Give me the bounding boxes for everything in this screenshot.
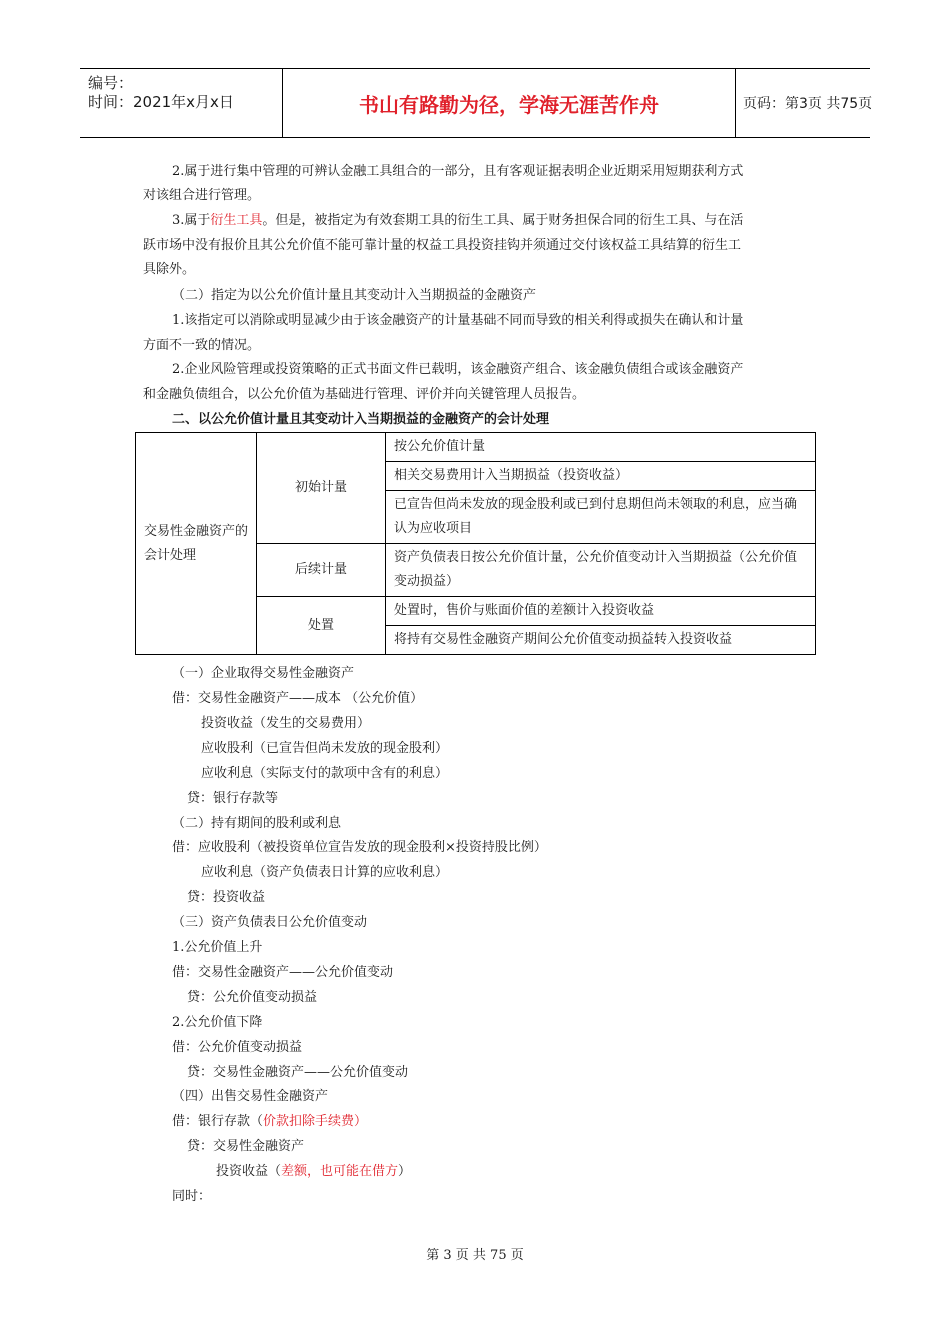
entry-2-line2: 应收利息（资产负债表日计算的应收利息） — [201, 865, 449, 880]
initial-item-3: 已宣告但尚未发放的现金股利或已到付息期但尚未领取的利息，应当确认为应收项目 — [386, 491, 816, 544]
number-label: 编号： — [88, 74, 134, 92]
e4-l3-pre: 投资收益（ — [216, 1164, 282, 1179]
entry-1-line4: 应收利息（实际支付的款项中含有的利息） — [201, 766, 449, 781]
entry-3-sub1: 1.公允价值上升 — [172, 940, 263, 955]
page-header — [80, 68, 873, 138]
page-footer: 第 3 页 共 75 页 — [426, 1248, 524, 1263]
initial-item-2: 相关交易费用计入当期损益（投资收益） — [386, 462, 816, 491]
paragraph-3-line2: 跃市场中没有报价且其公允价值不能可靠计量的权益工具投资挂钩并须通过交付该权益工具结算的衍生工 — [143, 238, 742, 253]
entry-1-line3: 应收股利（已宣告但尚未发放的现金股利） — [201, 741, 449, 756]
p3-pre: 3.属于 — [172, 213, 211, 228]
entry-4-line3 — [216, 1160, 411, 1184]
e4-l3-post: ） — [398, 1164, 412, 1179]
entry-2-line3: 贷：投资收益 — [187, 890, 266, 905]
entry-3-title: （三）资产负债表日公允价值变动 — [172, 915, 368, 930]
subsequent-item: 资产负债表日按公允价值计量，公允价值变动计入当期损益（公允价值变动损益） — [386, 544, 816, 597]
derivative-link[interactable]: 衍生工具 — [210, 213, 263, 228]
paragraph-3-line3: 具除外。 — [143, 262, 196, 277]
paragraph-2-line2: 对该组合进行管理。 — [143, 188, 261, 203]
header-left — [80, 69, 282, 137]
accounting-table — [135, 432, 816, 655]
paragraph-2-line1: 2.属于进行集中管理的可辨认金融工具组合的一部分，且有客观证据表明企业近期采用短期获利方式 — [172, 164, 744, 179]
entry-3-sub2-line2: 贷：交易性金融资产——公允价值变动 — [187, 1065, 409, 1080]
entry-4-line1 — [172, 1110, 367, 1134]
disposal-cell: 处置 — [257, 597, 386, 655]
motto: 书山有路勤为径，学海无涯苦作舟 — [282, 69, 736, 137]
initial-measure-cell: 初始计量 — [257, 433, 386, 544]
subsequent-measure-cell: 后续计量 — [257, 544, 386, 597]
e4-l1-post: ） — [354, 1114, 368, 1129]
section-2-title: （二）指定为以公允价值计量且其变动计入当期损益的金融资产 — [172, 288, 537, 303]
e4-l3-red: 差额，也可能在借方 — [281, 1164, 399, 1179]
table-root-cell: 交易性金融资产的会计处理 — [136, 433, 257, 655]
entry-1-line5: 贷：银行存款等 — [187, 791, 279, 806]
entry-3-sub2-line1: 借：公允价值变动损益 — [172, 1040, 303, 1055]
s2-para2-line1: 2.企业风险管理或投资策略的正式书面文件已载明，该金融资产组合、该金融负债组合或该金融资产 — [172, 362, 744, 377]
heading-2: 二、以公允价值计量且其变动计入当期损益的金融资产的会计处理 — [172, 412, 550, 427]
s2-para2-line2: 和金融负债组合，以公允价值为基础进行管理、评价并向关键管理人员报告。 — [143, 387, 586, 402]
entry-3-sub1-line2: 贷：公允价值变动损益 — [187, 990, 318, 1005]
entry-3-sub1-line1: 借：交易性金融资产——公允价值变动 — [172, 965, 394, 980]
entry-1-title: （一）企业取得交易性金融资产 — [172, 666, 355, 681]
initial-item-1: 按公允价值计量 — [386, 433, 816, 462]
disposal-item-1: 处置时，售价与账面价值的差额计入投资收益 — [386, 597, 816, 626]
paragraph-3-line1 — [172, 209, 743, 233]
p3-post: 。但是，被指定为有效套期工具的衍生工具、属于财务担保合同的衍生工具、与在活 — [262, 213, 744, 228]
entry-4-title: （四）出售交易性金融资产 — [172, 1089, 329, 1104]
entry-1-line2: 投资收益（发生的交易费用） — [201, 716, 371, 731]
entry-3-sub2: 2.公允价值下降 — [172, 1015, 263, 1030]
s2-para1-line2: 方面不一致的情况。 — [143, 338, 261, 353]
e4-l1-red: 价款扣除手续费 — [263, 1114, 355, 1129]
entry-1-line1: 借：交易性金融资产——成本 （公允价值） — [172, 691, 424, 706]
entry-4-line4: 同时： — [172, 1189, 212, 1204]
entry-4-line2: 贷：交易性金融资产 — [187, 1139, 305, 1154]
time-label: 时间：2021年x月x日 — [88, 93, 234, 111]
page-label: 页码：第3页 共75页 — [743, 96, 873, 112]
s2-para1-line1: 1.该指定可以消除或明显减少由于该金融资产的计量基础不同而导致的相关利得或损失在确认和计量 — [172, 313, 744, 328]
entry-2-title: （二）持有期间的股利或利息 — [172, 816, 342, 831]
disposal-item-2: 将持有交易性金融资产期间公允价值变动损益转入投资收益 — [386, 626, 816, 655]
entry-2-line1: 借：应收股利（被投资单位宣告发放的现金股利×投资持股比例） — [172, 840, 547, 855]
e4-l1-pre: 借：银行存款（ — [172, 1114, 264, 1129]
